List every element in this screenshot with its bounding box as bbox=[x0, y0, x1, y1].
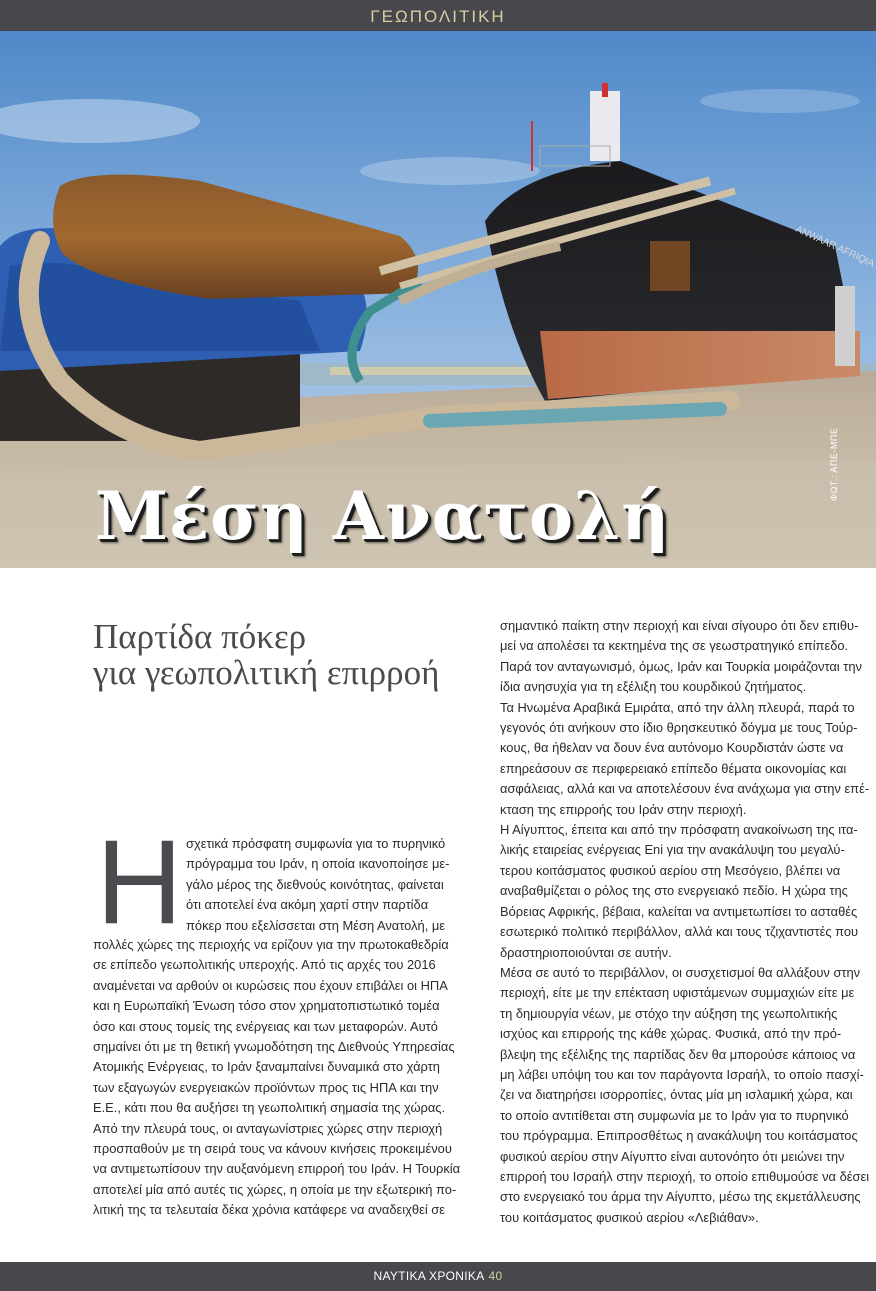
text-line: επιρροή του Ισραήλ στην περιοχή, το οποίο επιθυμούσε να δέσει bbox=[500, 1168, 870, 1184]
text-line: και η Ευρωπαϊκή Ένωση τόσο στον χρηματοπιστωτικό τομέα bbox=[93, 998, 440, 1014]
text-line: μεί να απολέσει τα κεκτημένα της σε γεωστρατηγικό επίπεδο. bbox=[500, 638, 849, 654]
photo-credit: ΦΩΤ.: ΑΠΕ-ΜΠΕ bbox=[829, 427, 839, 501]
hero-title: Μέση Ανατολή bbox=[95, 477, 671, 555]
text-line: αποτελεί μία από αυτές τις χώρες, η οποία με την εξωτερική πο- bbox=[93, 1181, 457, 1197]
text-line: αναβαθμίζεται ο ρόλος της στο ενεργειακό πεδίο. Η χώρα της bbox=[500, 883, 848, 899]
text-line: να αντιμετωπίσουν την αυξανόμενη επιρροή του Ιράν. Η Τουρκία bbox=[93, 1161, 461, 1177]
drop-cap: Η bbox=[96, 815, 183, 949]
section-label: ΓΕΩΠΟΛΙΤΙΚΗ bbox=[370, 7, 506, 26]
text-line: τη δημιουργία νέων, με στόχο την αύξηση της γεωπολιτικής bbox=[500, 1005, 838, 1021]
text-line: φυσικού αερίου στην Αίγυπτο είναι αυτονόητο ότι μειώνει την bbox=[500, 1148, 845, 1164]
text-line: γεγονός ότι ανήκουν στο ίδιο θρησκευτικό δόγμα με τους Τούρ- bbox=[500, 720, 858, 736]
text-line: ίδια ανησυχία για τη εξέλιξη του κουρδικού ζητήματος. bbox=[500, 679, 807, 695]
hero-photo bbox=[0, 31, 876, 568]
text-line: επηρεάσουν σε περιφερειακό επίπεδο θέματα οικονομίας και bbox=[500, 760, 847, 776]
text-line: των εξαγωγών ενεργειακών προϊόντων προς τις ΗΠΑ και την bbox=[93, 1079, 439, 1095]
text-line: σε επίπεδο γεωπολιτικής υπεροχής. Από τις αρχές του 2016 bbox=[93, 957, 436, 973]
text-line: σημαίνει ότι με τη θετική γνωμοδότηση της Διεθνούς Υπηρεσίας bbox=[93, 1039, 455, 1055]
text-line: Ατομικής Ενέργειας, το Ιράν ξαναμπαίνει δυναμικά στο χάρτη bbox=[93, 1059, 440, 1075]
text-line: ότι αποτελεί ένα ακόμη χαρτί στην παρτίδα bbox=[186, 897, 429, 913]
text-line: σχετικά πρόσφατη συμφωνία για το πυρηνικό bbox=[186, 836, 446, 851]
text-line: πόκερ που εξελίσσεται στη Μέση Ανατολή, με bbox=[186, 917, 446, 933]
text-line: εσωτερικό πολιτικό περιβάλλον, αλλά και τους τζιχαντιστές που bbox=[500, 924, 859, 940]
text-line: Η Αίγυπτος, έπειτα και από την πρόσφατη ανακοίνωση της ιτα- bbox=[500, 822, 858, 838]
text-line: του κοιτάσματος φυσικού αερίου «Λεβιάθαν». bbox=[500, 1209, 759, 1225]
subhead-line: Παρτίδα πόκερ bbox=[93, 617, 307, 656]
text-line: κταση της επιρροής του Ιράν στην περιοχή. bbox=[500, 801, 747, 817]
text-line: όσο και στους τομείς της ενέργειας και των μεταφορών. Αυτό bbox=[93, 1018, 438, 1034]
right-column-body bbox=[500, 616, 869, 1228]
text-line: σημαντικό παίκτη στην περιοχή και είναι σίγουρο ότι δεν επιθυ- bbox=[500, 618, 859, 633]
text-line: Από την πλευρά τους, οι ανταγωνίστριες χώρες στην περιοχή bbox=[93, 1120, 443, 1136]
text-line: μη λάβει υπόψη του και τον παράγοντα Ισραήλ, το οποίο πασχί- bbox=[500, 1066, 864, 1082]
text-line: στο ενεργειακό του άρμα την Αίγυπτο, μέσω της εκμετάλλευσης bbox=[500, 1189, 861, 1205]
left-column-body bbox=[93, 935, 460, 1221]
text-line: Παρά τον ανταγωνισμό, όμως, Ιράν και Τουρκία μοιράζονται την bbox=[500, 658, 862, 674]
text-line: ζει να διατηρήσει ισορροπίες, όντας μία μη ισλαμική χώρα, και bbox=[500, 1087, 853, 1103]
article-subhead bbox=[93, 619, 473, 691]
text-line: ασφάλειας, αλλά και να αποτελέσουν ένα ανάχωμα για στην επέ- bbox=[500, 781, 870, 797]
text-line: ισχύος και επιρροής της κάθε χώρας. Φυσικά, από την πρό- bbox=[500, 1026, 842, 1042]
text-line: κους, θα ήθελαν να δουν ένα αυτόνομο Κουρδιστάν ώστε να bbox=[500, 740, 844, 756]
text-line: Βόρειας Αφρικής, βέβαια, καλείται να αντιμετωπίσει το ασταθές bbox=[500, 903, 858, 919]
text-line: πρόγραμμα του Ιράν, η οποία ικανοποίησε με- bbox=[186, 856, 450, 872]
text-line: λικής εταιρείας ενέργειας Eni για την ανακάλυψη του μεγαλύ- bbox=[500, 842, 845, 858]
text-line: προσπαθούν με τη σειρά τους να κάνουν κινήσεις προκειμένου bbox=[93, 1141, 452, 1157]
text-line: δραστηριοποιούνται σε αυτήν. bbox=[500, 944, 672, 960]
footer bbox=[0, 1262, 876, 1291]
text-line: γάλο μέρος της διεθνούς κοινότητας, φαίνεται bbox=[186, 876, 444, 892]
text-line: Ε.Ε., κάτι που θα αυξήσει τη γεωπολιτική σημασία της χώρας. bbox=[93, 1100, 446, 1116]
text-line: του πρόγραμμα. Επιπροσθέτως η ανακάλυψη του κοιτάσματος bbox=[500, 1128, 858, 1144]
text-line: Μέσα σε αυτό το περιβάλλον, οι συσχετισμοί θα αλλάξουν στην bbox=[500, 964, 861, 980]
publication-name: ΝΑΥΤΙΚΑ ΧΡΟΝΙΚΑ bbox=[373, 1269, 485, 1283]
text-line: πολλές χώρες της περιοχής να ερίζουν για την πρωτοκαθεδρία bbox=[93, 937, 449, 952]
text-line: αναμένεται να αρθούν οι κυρώσεις που έχουν επιβάλει οι ΗΠΑ bbox=[93, 977, 448, 993]
ship-name: ANWAAR AFRIQIA bbox=[793, 223, 876, 270]
text-line: Τα Ηνωμένα Αραβικά Εμιράτα, από την άλλη πλευρά, παρά το bbox=[500, 699, 855, 715]
text-line: τερου κοιτάσματος φυσικού αερίου στη Μεσόγειο, βλέπει να bbox=[500, 862, 841, 878]
text-line: περιοχή, είτε με την επέκταση υφιστάμενων συμμαχιών είτε με bbox=[500, 985, 855, 1001]
left-column-intro bbox=[186, 834, 449, 936]
text-line: το οποίο αντιτίθεται στη συμφωνία με το Ιράν για το πυρηνικό bbox=[500, 1107, 849, 1123]
subhead-line: για γεωπολιτική επιρροή bbox=[93, 653, 440, 692]
page-number: 40 bbox=[488, 1269, 503, 1283]
text-line: βλεψη της εξέλιξης της παρτίδας δεν θα μπορούσε κάποιος να bbox=[500, 1046, 856, 1062]
text-line: λιτική της τα τελευταία δέκα χρόνια κατάφερε να αναδειχθεί σε bbox=[93, 1202, 445, 1218]
